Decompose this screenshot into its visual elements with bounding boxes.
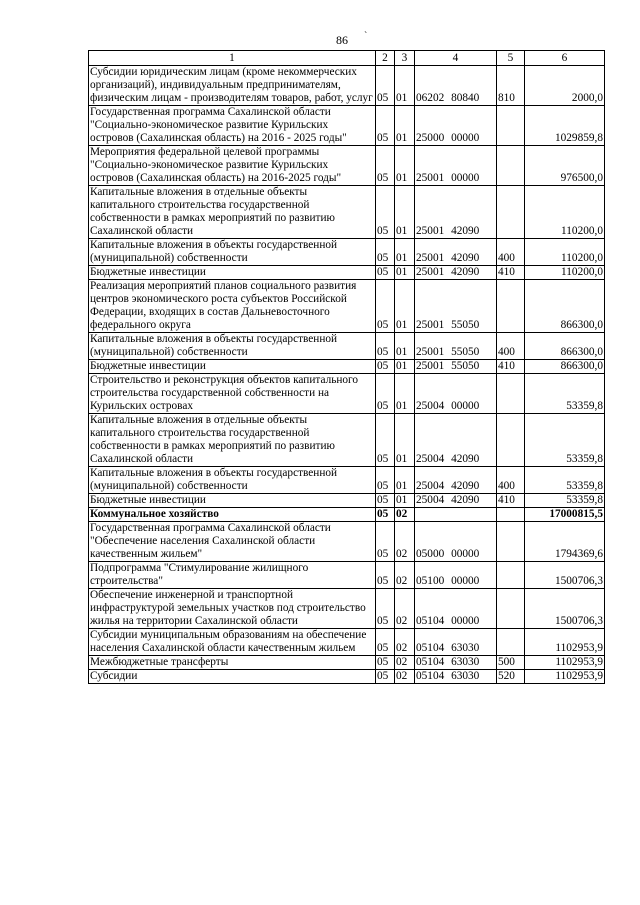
- column-header-5: 5: [497, 51, 525, 66]
- row-amount-cell: 1794369,6: [525, 522, 605, 562]
- row-section-cell: 05: [376, 589, 395, 629]
- table-row: [89, 360, 605, 374]
- row-name-cell: Капитальные вложения в объекты государственной (муниципальной) собственности: [89, 239, 376, 266]
- row-expense-type-cell: [497, 106, 525, 146]
- row-subsection-cell: 01: [395, 280, 415, 333]
- row-name-cell: Реализация мероприятий планов социального развития центров экономического роста субъектов Российской Федерации, входящих в состав Дальневосточного федерального округа: [89, 280, 376, 333]
- row-target-article-cell: 25004 00000: [415, 374, 497, 414]
- row-section-cell: 05: [376, 66, 395, 106]
- row-expense-type-cell: 810: [497, 66, 525, 106]
- table-row: [89, 186, 605, 239]
- row-section-cell: 05: [376, 266, 395, 280]
- row-target-article-cell: 25001 55050: [415, 280, 497, 333]
- table-header-row: [89, 51, 605, 66]
- row-subsection-cell: 02: [395, 656, 415, 670]
- row-name-cell: Субсидии юридическим лицам (кроме некоммерческих организаций), индивидуальным предпринимателям, физическим лицам - производителям товаров, работ, услуг: [89, 66, 376, 106]
- budget-table: [88, 50, 605, 684]
- row-section-cell: 05: [376, 494, 395, 508]
- table-row: [89, 589, 605, 629]
- row-expense-type-cell: [497, 589, 525, 629]
- row-target-article-cell: 05100 00000: [415, 562, 497, 589]
- row-amount-cell: 1029859,8: [525, 106, 605, 146]
- column-header-6: 6: [525, 51, 605, 66]
- row-section-cell: 05: [376, 280, 395, 333]
- row-subsection-cell: 01: [395, 494, 415, 508]
- column-header-4: 4: [415, 51, 497, 66]
- row-name-cell: Капитальные вложения в отдельные объекты капитального строительства государственной собственности в рамках мероприятий по развитию Сахалинской области: [89, 186, 376, 239]
- row-amount-cell: 53359,8: [525, 414, 605, 467]
- table-row: [89, 374, 605, 414]
- table-body: [89, 66, 605, 684]
- table-row: [89, 280, 605, 333]
- row-subsection-cell: 02: [395, 670, 415, 684]
- row-name-cell: Подпрограмма "Стимулирование жилищного строительства": [89, 562, 376, 589]
- row-amount-cell: 53359,8: [525, 374, 605, 414]
- row-section-cell: 05: [376, 508, 395, 522]
- row-expense-type-cell: [497, 414, 525, 467]
- row-target-article-cell: 25001 42090: [415, 186, 497, 239]
- row-expense-type-cell: [497, 374, 525, 414]
- row-subsection-cell: 01: [395, 239, 415, 266]
- table-row: [89, 494, 605, 508]
- row-amount-cell: 1102953,9: [525, 670, 605, 684]
- row-section-cell: 05: [376, 629, 395, 656]
- row-expense-type-cell: [497, 186, 525, 239]
- row-section-cell: 05: [376, 414, 395, 467]
- row-target-article-cell: 25001 55050: [415, 333, 497, 360]
- row-subsection-cell: 02: [395, 508, 415, 522]
- table-row: [89, 629, 605, 656]
- row-amount-cell: 110200,0: [525, 239, 605, 266]
- row-target-article-cell: 05104 63030: [415, 629, 497, 656]
- row-expense-type-cell: 400: [497, 239, 525, 266]
- row-section-cell: 05: [376, 146, 395, 186]
- row-target-article-cell: 25001 00000: [415, 146, 497, 186]
- column-header-1: 1: [89, 51, 376, 66]
- row-name-cell: Мероприятия федеральной целевой программы "Социально-экономическое развитие Курильских островов (Сахалинская область) на 2016-2025 годы": [89, 146, 376, 186]
- row-expense-type-cell: [497, 562, 525, 589]
- row-name-cell: Капитальные вложения в объекты государственной (муниципальной) собственности: [89, 467, 376, 494]
- row-section-cell: 05: [376, 333, 395, 360]
- row-target-article-cell: 25000 00000: [415, 106, 497, 146]
- table-row: [89, 656, 605, 670]
- row-name-cell: Бюджетные инвестиции: [89, 494, 376, 508]
- row-subsection-cell: 01: [395, 106, 415, 146]
- row-expense-type-cell: 520: [497, 670, 525, 684]
- row-amount-cell: 110200,0: [525, 186, 605, 239]
- row-target-article-cell: 25001 55050: [415, 360, 497, 374]
- table-row: [89, 266, 605, 280]
- row-section-cell: 05: [376, 467, 395, 494]
- row-expense-type-cell: [497, 146, 525, 186]
- row-target-article-cell: 25001 42090: [415, 266, 497, 280]
- row-section-cell: 05: [376, 670, 395, 684]
- row-amount-cell: 1500706,3: [525, 589, 605, 629]
- row-name-cell: Государственная программа Сахалинской области "Обеспечение населения Сахалинской области качественным жильем": [89, 522, 376, 562]
- row-expense-type-cell: 410: [497, 266, 525, 280]
- table-row: [89, 414, 605, 467]
- row-name-cell: Капитальные вложения в объекты государственной (муниципальной) собственности: [89, 333, 376, 360]
- row-expense-type-cell: 400: [497, 467, 525, 494]
- row-subsection-cell: 02: [395, 629, 415, 656]
- row-name-cell: Субсидии муниципальным образованиям на обеспечение населения Сахалинской области качественным жильем: [89, 629, 376, 656]
- row-section-cell: 05: [376, 562, 395, 589]
- row-section-cell: 05: [376, 186, 395, 239]
- row-name-cell: Межбюджетные трансферты: [89, 656, 376, 670]
- row-target-article-cell: 05104 63030: [415, 670, 497, 684]
- row-amount-cell: 17000815,5: [525, 508, 605, 522]
- row-subsection-cell: 01: [395, 186, 415, 239]
- row-amount-cell: 1102953,9: [525, 629, 605, 656]
- row-amount-cell: 866300,0: [525, 280, 605, 333]
- row-name-cell: Коммунальное хозяйство: [89, 508, 376, 522]
- row-section-cell: 05: [376, 656, 395, 670]
- row-subsection-cell: 02: [395, 589, 415, 629]
- row-amount-cell: 53359,8: [525, 494, 605, 508]
- row-name-cell: Бюджетные инвестиции: [89, 360, 376, 374]
- column-header-3: 3: [395, 51, 415, 66]
- row-expense-type-cell: 410: [497, 494, 525, 508]
- column-header-2: 2: [376, 51, 395, 66]
- row-expense-type-cell: [497, 522, 525, 562]
- row-subsection-cell: 02: [395, 522, 415, 562]
- row-subsection-cell: 01: [395, 333, 415, 360]
- row-target-article-cell: 06202 80840: [415, 66, 497, 106]
- table-row: [89, 333, 605, 360]
- table-row: [89, 239, 605, 266]
- row-target-article-cell: 05000 00000: [415, 522, 497, 562]
- row-amount-cell: 866300,0: [525, 360, 605, 374]
- row-subsection-cell: 01: [395, 360, 415, 374]
- row-target-article-cell: 25001 42090: [415, 239, 497, 266]
- page-number: 86: [336, 33, 348, 47]
- page-mark: `: [364, 31, 368, 42]
- row-amount-cell: 110200,0: [525, 266, 605, 280]
- row-name-cell: Капитальные вложения в отдельные объекты капитального строительства государственной собственности в рамках мероприятий по развитию Сахалинской области: [89, 414, 376, 467]
- table-row: [89, 562, 605, 589]
- table-row: [89, 66, 605, 106]
- row-expense-type-cell: 410: [497, 360, 525, 374]
- table-row: [89, 467, 605, 494]
- row-expense-type-cell: [497, 508, 525, 522]
- row-amount-cell: 1102953,9: [525, 656, 605, 670]
- table-row: [89, 508, 605, 522]
- row-target-article-cell: 05104 00000: [415, 589, 497, 629]
- row-section-cell: 05: [376, 106, 395, 146]
- row-expense-type-cell: [497, 629, 525, 656]
- row-amount-cell: 976500,0: [525, 146, 605, 186]
- row-expense-type-cell: 400: [497, 333, 525, 360]
- row-name-cell: Субсидии: [89, 670, 376, 684]
- row-amount-cell: 53359,8: [525, 467, 605, 494]
- row-section-cell: 05: [376, 239, 395, 266]
- row-target-article-cell: [415, 508, 497, 522]
- row-target-article-cell: 25004 42090: [415, 414, 497, 467]
- row-target-article-cell: 25004 42090: [415, 494, 497, 508]
- row-name-cell: Строительство и реконструкция объектов капитального строительства государственной собственности на Курильских островах: [89, 374, 376, 414]
- row-section-cell: 05: [376, 360, 395, 374]
- row-amount-cell: 1500706,3: [525, 562, 605, 589]
- row-subsection-cell: 01: [395, 374, 415, 414]
- row-subsection-cell: 02: [395, 562, 415, 589]
- row-amount-cell: 2000,0: [525, 66, 605, 106]
- row-target-article-cell: 05104 63030: [415, 656, 497, 670]
- row-name-cell: Государственная программа Сахалинской области "Социально-экономическое развитие Курильских островов (Сахалинская область) на 2016 - 2025 годы": [89, 106, 376, 146]
- row-subsection-cell: 01: [395, 146, 415, 186]
- table-row: [89, 670, 605, 684]
- row-target-article-cell: 25004 42090: [415, 467, 497, 494]
- row-name-cell: Обеспечение инженерной и транспортной инфраструктурой земельных участков под строительство жилья на территории Сахалинской области: [89, 589, 376, 629]
- row-expense-type-cell: 500: [497, 656, 525, 670]
- row-section-cell: 05: [376, 374, 395, 414]
- row-subsection-cell: 01: [395, 467, 415, 494]
- row-subsection-cell: 01: [395, 266, 415, 280]
- row-subsection-cell: 01: [395, 66, 415, 106]
- table-row: [89, 522, 605, 562]
- table-row: [89, 106, 605, 146]
- row-expense-type-cell: [497, 280, 525, 333]
- row-section-cell: 05: [376, 522, 395, 562]
- row-amount-cell: 866300,0: [525, 333, 605, 360]
- row-name-cell: Бюджетные инвестиции: [89, 266, 376, 280]
- table-row: [89, 146, 605, 186]
- row-subsection-cell: 01: [395, 414, 415, 467]
